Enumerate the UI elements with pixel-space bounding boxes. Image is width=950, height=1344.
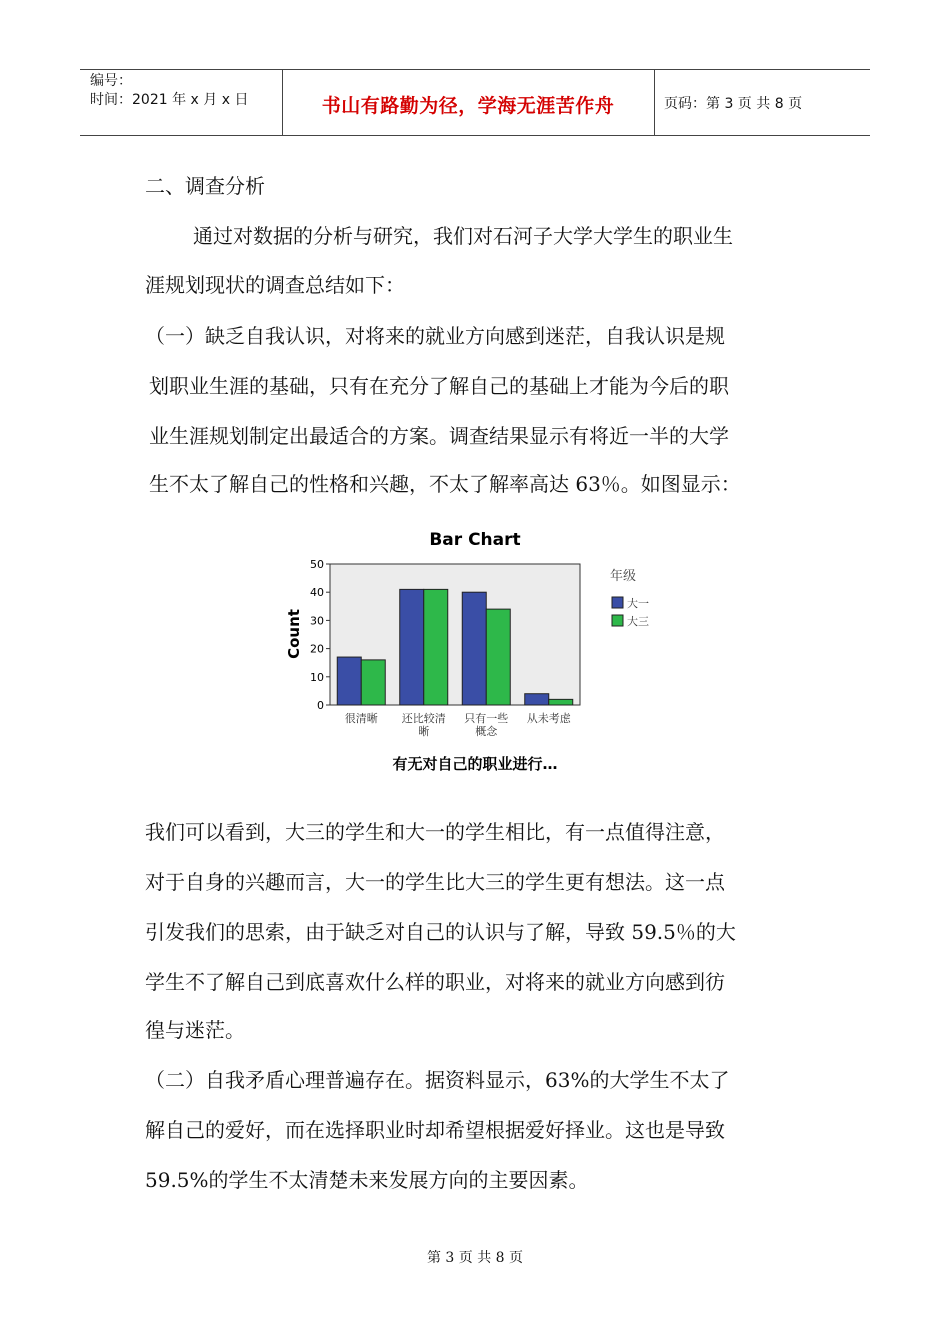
- bar-chart: [275, 523, 675, 783]
- x-axis-label: 有无对自己的职业进行…: [392, 755, 558, 773]
- after-line-3: 引发我们的思索，由于缺乏对自己的认识与了解，导致 59.5％的大: [145, 920, 736, 944]
- x-tick-label: 概念: [475, 725, 498, 738]
- x-tick-label: 晰: [418, 725, 430, 738]
- header-divider: [654, 69, 655, 135]
- bar-大一: [400, 589, 424, 705]
- header-meta: [90, 72, 248, 110]
- bar-大一: [337, 657, 361, 705]
- after-line-1: 我们可以看到，大三的学生和大一的学生相比，有一点值得注意，: [145, 820, 725, 844]
- header-bottom-border: [80, 135, 870, 136]
- y-tick-label: 10: [310, 670, 324, 684]
- bar-大三: [486, 609, 510, 705]
- after-line-5: 徨与迷茫。: [145, 1018, 245, 1042]
- point2-line-1: （二）自我矛盾心理普遍存在。据资料显示，63%的大学生不太了: [145, 1068, 730, 1092]
- x-tick-label: 只有一些: [464, 712, 509, 725]
- y-tick-label: 40: [310, 586, 324, 600]
- x-tick-label: 从未考虑: [526, 712, 571, 725]
- x-tick-label: 很清晰: [344, 712, 378, 725]
- bar-大一: [525, 694, 549, 705]
- section-title: 二、调查分析: [145, 174, 265, 198]
- point2-line-3: 59.5%的学生不太清楚未来发展方向的主要因素。: [145, 1168, 589, 1192]
- bar-大三: [361, 660, 385, 705]
- header-page-info: 页码：第 3 页 共 8 页: [664, 96, 803, 112]
- bar-大三: [424, 589, 448, 705]
- point1-line-2: 划职业生涯的基础，只有在充分了解自己的基础上才能为今后的职: [149, 374, 729, 398]
- legend-swatch: [612, 615, 623, 626]
- bar-大一: [462, 592, 486, 705]
- legend-label: 大一: [627, 597, 649, 610]
- y-tick-label: 20: [310, 642, 324, 656]
- intro-line-1: 通过对数据的分析与研究，我们对石河子大学大学生的职业生: [193, 224, 733, 248]
- x-tick-label: 还比较清: [401, 712, 446, 725]
- intro-line-2: 涯规划现状的调查总结如下：: [145, 273, 405, 297]
- bar-大三: [549, 699, 573, 705]
- y-tick-label: 50: [310, 558, 324, 571]
- point1-line-1: （一）缺乏自我认识，对将来的就业方向感到迷茫，自我认识是规: [145, 324, 725, 348]
- legend-label: 大三: [627, 615, 649, 628]
- chart-title: Bar Chart: [429, 530, 521, 550]
- point2-line-2: 解自己的爱好，而在选择职业时却希望根据爱好择业。这也是导致: [145, 1118, 725, 1142]
- header-time: 时间：2021 年 x 月 x 日: [90, 92, 249, 108]
- y-tick-label: 0: [317, 699, 324, 712]
- legend-title: 年级: [610, 569, 637, 584]
- point1-line-4: 生不太了解自己的性格和兴趣，不太了解率高达 63％。如图显示：: [149, 472, 741, 496]
- header-motto: 书山有路勤为径，学海无涯苦作舟: [321, 95, 615, 117]
- legend-swatch: [612, 597, 623, 608]
- header-top-border: [80, 69, 870, 70]
- point1-line-3: 业生涯规划制定出最适合的方案。调查结果显示有将近一半的大学: [149, 424, 729, 448]
- y-axis-label: Count: [285, 609, 303, 659]
- after-line-4: 学生不了解自己到底喜欢什么样的职业，对将来的就业方向感到彷: [145, 970, 725, 994]
- page-footer: 第 3 页 共 8 页: [426, 1250, 524, 1266]
- y-tick-label: 30: [310, 614, 324, 628]
- after-line-2: 对于自身的兴趣而言，大一的学生比大三的学生更有想法。这一点: [145, 870, 725, 894]
- header-number: 编号：: [90, 73, 132, 89]
